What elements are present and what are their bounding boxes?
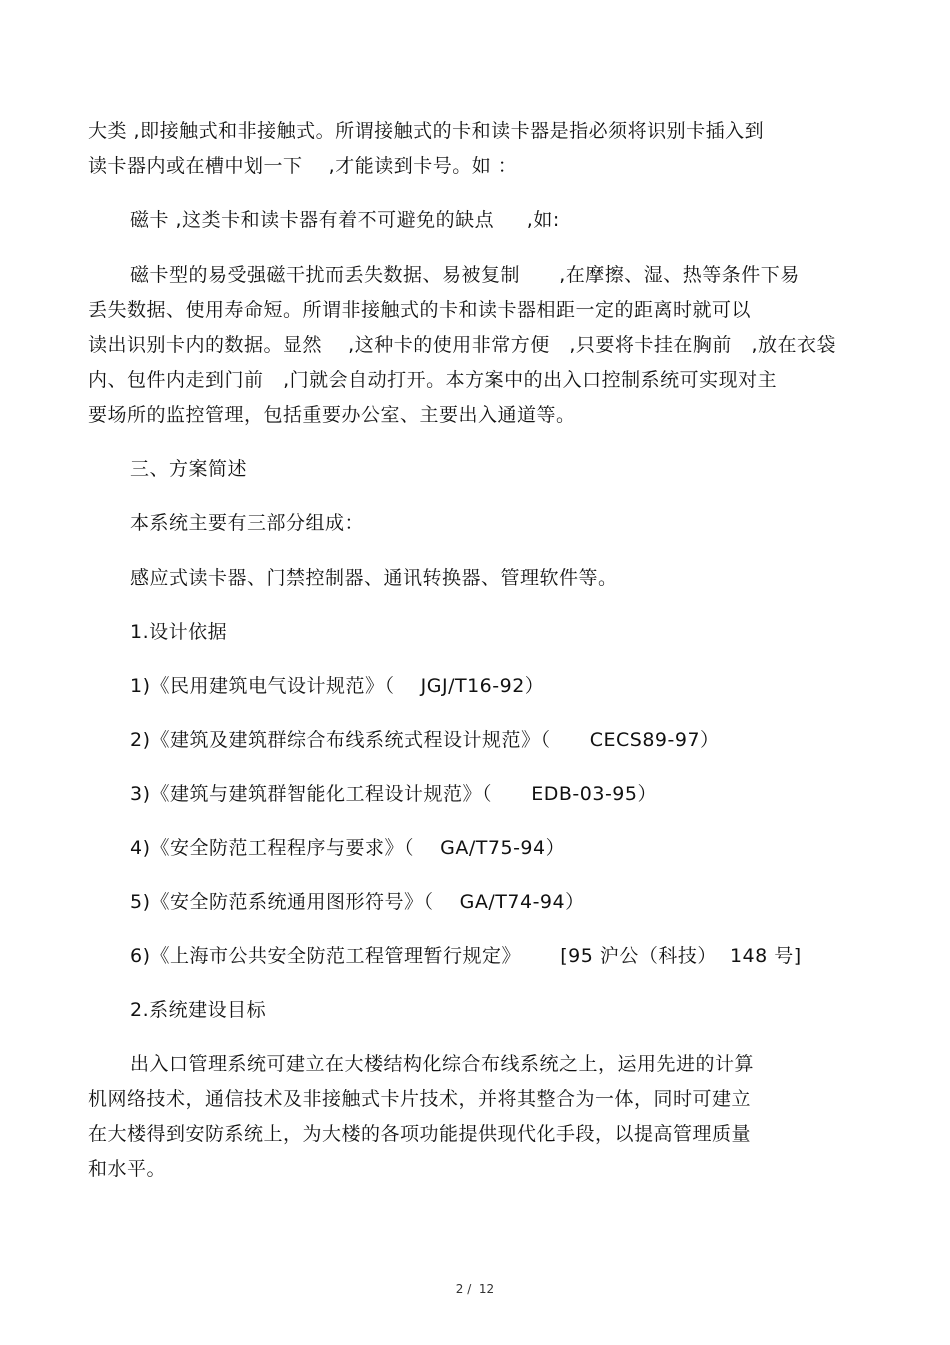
paragraph-line: 出入口管理系统可建立在大楼结构化综合布线系统之上，运用先进的计算 xyxy=(130,1053,755,1075)
paragraph-line: 读出识别卡内的数据。显然 ,这种卡的使用非常方便 ,只要将卡挂在胸前 ,放在衣袋 xyxy=(88,334,837,356)
reference-item: 3)《建筑与建筑群智能化工程设计规范》（ EDB-03-95） xyxy=(130,783,657,805)
paragraph-line: 大类 ,即接触式和非接触式。所谓接触式的卡和读卡器是指必须将识别卡插入到 xyxy=(88,120,765,142)
paragraph-line: 磁卡型的易受强磁干扰而丢失数据、易被复制 ,在摩擦、湿、热等条件下易 xyxy=(130,264,800,286)
reference-item: 4)《安全防范工程程序与要求》（ GA/T75-94） xyxy=(130,837,566,859)
paragraph-line: 和水平。 xyxy=(88,1158,167,1180)
paragraph-line: 感应式读卡器、门禁控制器、通讯转换器、管理软件等。 xyxy=(130,567,618,589)
reference-item: 5)《安全防范系统通用图形符号》（ GA/T74-94） xyxy=(130,891,585,913)
paragraph-line: 机网络技术，通信技术及非接触式卡片技术，并将其整合为一体，同时可建立 xyxy=(88,1088,752,1110)
reference-item: 6)《上海市公共安全防范工程管理暂行规定》 [95 沪公（科技） 148 号] xyxy=(130,945,802,967)
page-number: 2 / 12 xyxy=(455,1282,495,1296)
paragraph-line: 要场所的监控管理，包括重要办公室、主要出入通道等。 xyxy=(88,404,576,426)
paragraph-line: 内、包件内走到门前 ,门就会自动打开。本方案中的出入口控制系统可实现对主 xyxy=(88,369,778,391)
section-heading: 三、方案简述 xyxy=(130,458,248,480)
reference-item: 2)《建筑及建筑群综合布线系统式程设计规范》（ CECS89-97） xyxy=(130,729,720,751)
subsection-heading: 1.设计依据 xyxy=(130,621,228,643)
subsection-heading: 2.系统建设目标 xyxy=(130,999,267,1021)
paragraph-line: 磁卡 ,这类卡和读卡器有着不可避免的缺点 ,如: xyxy=(130,209,560,231)
paragraph-line: 读卡器内或在槽中划一下 ,才能读到卡号。如 ： xyxy=(88,155,518,177)
paragraph-line: 在大楼得到安防系统上，为大楼的各项功能提供现代化手段，以提高管理质量 xyxy=(88,1123,752,1145)
reference-item: 1)《民用建筑电气设计规范》（ JGJ/T16-92） xyxy=(130,675,545,697)
paragraph-line: 本系统主要有三部分组成： xyxy=(130,512,365,534)
paragraph-line: 丢失数据、使用寿命短。所谓非接触式的卡和读卡器相距一定的距离时就可以 xyxy=(88,299,752,321)
